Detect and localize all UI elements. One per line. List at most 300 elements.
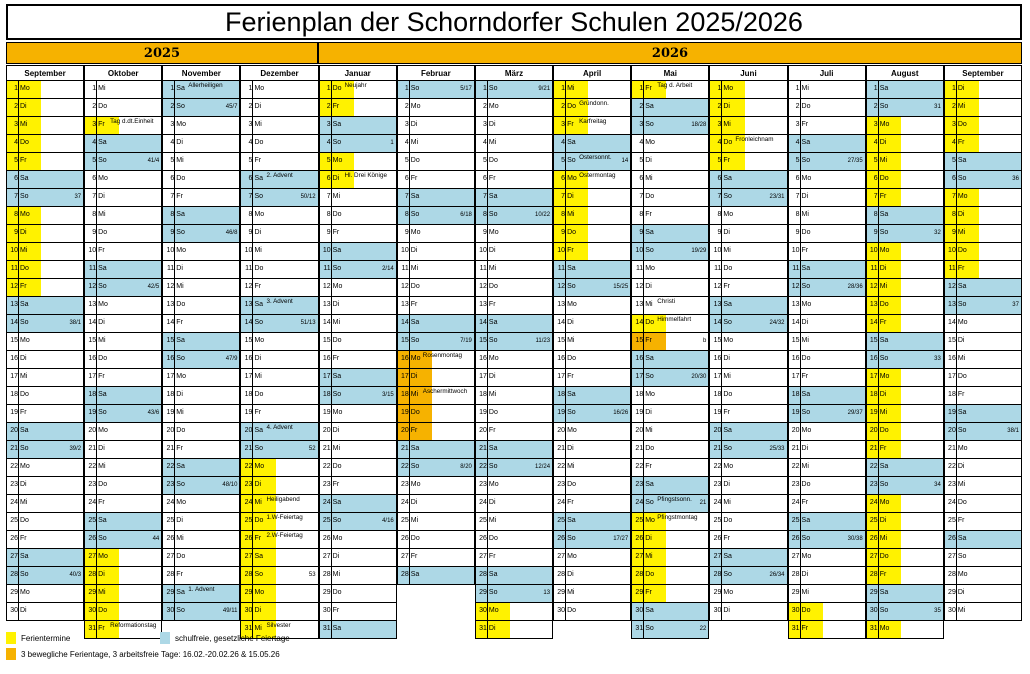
weekday: Mo (410, 229, 421, 236)
day-cell (944, 351, 1022, 369)
day-number: 24 (635, 499, 644, 506)
weekday: Do (332, 211, 342, 218)
day-number: 26 (88, 535, 97, 542)
day-cell (162, 279, 240, 297)
day-number: 29 (166, 589, 175, 596)
day-cell (866, 297, 944, 315)
week-number: 37 (74, 194, 82, 200)
cell-divider (96, 585, 97, 602)
cell-divider (18, 135, 19, 152)
weekday: Di (254, 481, 262, 488)
weekday: Fr (879, 445, 887, 452)
day-cell (475, 585, 553, 603)
cell-divider (643, 207, 644, 224)
weekday: Do (176, 301, 186, 308)
cell-divider (252, 297, 253, 314)
day-cell (553, 441, 631, 459)
day-number: 31 (88, 625, 97, 632)
day-number: 2 (92, 103, 97, 110)
cell-divider (252, 423, 253, 440)
cell-divider (96, 135, 97, 152)
day-number: 15 (166, 337, 175, 344)
cell-divider (565, 549, 566, 566)
weekday: Sa (410, 193, 420, 200)
holiday-note: 1. Advent (188, 586, 215, 593)
day-cell (553, 171, 631, 189)
weekday: Fr (645, 463, 652, 470)
day-cell (553, 117, 631, 135)
day-cell (84, 387, 162, 405)
day-number: 16 (166, 355, 175, 362)
cell-divider (956, 171, 957, 188)
month-column (162, 65, 240, 639)
cell-divider (252, 459, 253, 476)
day-number: 7 (248, 193, 253, 200)
day-cell (709, 405, 787, 423)
day-cell (788, 225, 866, 243)
day-cell (709, 423, 787, 441)
weekday: Di (723, 103, 730, 110)
day-cell (944, 135, 1022, 153)
weekday: Do (176, 427, 186, 434)
month-header: April (553, 65, 631, 81)
day-cell (6, 585, 84, 603)
cell-divider (487, 333, 488, 350)
weekday: Sa (332, 625, 342, 632)
day-number: 19 (791, 409, 800, 416)
weekday: Do (801, 481, 811, 488)
day-number: 17 (244, 373, 253, 380)
cell-divider (96, 603, 97, 620)
day-cell (397, 117, 475, 135)
month-header: Mai (631, 65, 709, 81)
month-column (475, 65, 553, 639)
weekday: Mi (254, 499, 262, 506)
week-number: 30/38 (847, 536, 863, 542)
weekday: Mi (332, 445, 340, 452)
day-cell (553, 81, 631, 99)
day-number: 11 (635, 265, 644, 272)
day-cell (944, 171, 1022, 189)
weekday: Mi (879, 283, 888, 290)
weekday: Di (957, 211, 965, 218)
cell-divider (252, 603, 253, 620)
day-number: 31 (244, 625, 253, 632)
weekday: Sa (801, 517, 811, 524)
day-cell (162, 369, 240, 387)
day-cell (6, 405, 84, 423)
day-number: 13 (635, 301, 644, 308)
day-number: 10 (635, 247, 644, 254)
day-number: 26 (166, 535, 175, 542)
day-cell (240, 405, 318, 423)
weekday: Do (567, 229, 577, 236)
weekday: Sa (723, 427, 732, 434)
weekday: Fr (20, 157, 27, 164)
weekday: Di (410, 121, 418, 128)
day-cell (709, 153, 787, 171)
day-cell (553, 225, 631, 243)
weekday: So (98, 157, 107, 164)
weekday: So (801, 283, 811, 290)
weekday: Mo (645, 265, 655, 272)
week-number: b (703, 338, 707, 344)
day-number: 22 (479, 463, 487, 470)
weekday: Di (410, 247, 418, 254)
day-cell (866, 117, 944, 135)
day-number: 17 (713, 373, 722, 380)
day-cell (788, 81, 866, 99)
cell-divider (565, 477, 566, 494)
day-cell (240, 99, 318, 117)
cell-divider (721, 225, 722, 242)
cell-divider (174, 531, 175, 548)
day-number: 1 (639, 85, 644, 92)
weekday: Sa (410, 571, 420, 578)
day-cell (319, 567, 397, 585)
day-cell (475, 297, 553, 315)
day-number: 16 (88, 355, 97, 362)
day-number: 8 (483, 211, 487, 218)
holiday-note: 1.W-Feiertag (266, 514, 303, 521)
cell-divider (331, 225, 332, 242)
day-number: 18 (948, 391, 956, 398)
weekday: Sa (176, 463, 185, 470)
day-cell (162, 603, 240, 621)
weekday: Mi (98, 85, 106, 92)
cell-divider (174, 153, 175, 170)
weekday: Fr (332, 103, 340, 110)
weekday: Sa (957, 409, 967, 416)
weekday: Fr (801, 373, 809, 380)
day-number: 2 (404, 103, 409, 110)
cell-divider (252, 225, 253, 242)
cell-divider (409, 135, 410, 152)
day-cell (84, 495, 162, 513)
cell-divider (96, 549, 97, 566)
cell-divider (721, 315, 722, 332)
day-number: 28 (479, 571, 487, 578)
day-number: 9 (326, 229, 331, 236)
day-number: 26 (869, 535, 878, 542)
weekday: Sa (879, 85, 889, 92)
day-number: 20 (869, 427, 878, 434)
cell-divider (565, 495, 566, 512)
day-number: 23 (88, 481, 97, 488)
day-cell (397, 567, 475, 585)
day-number: 19 (479, 409, 487, 416)
day-cell (475, 495, 553, 513)
day-number: 8 (14, 211, 18, 218)
cell-divider (956, 189, 957, 206)
day-number: 14 (635, 319, 644, 326)
day-cell (397, 315, 475, 333)
weekday: Do (410, 283, 420, 290)
cell-divider (96, 189, 97, 206)
weekday: Do (567, 355, 577, 362)
cell-divider (487, 567, 488, 584)
week-number: 38/1 (1007, 428, 1019, 434)
day-cell (397, 477, 475, 495)
cell-divider (800, 171, 801, 188)
cell-divider (721, 351, 722, 368)
weekday: Di (879, 391, 887, 398)
day-number: 17 (166, 373, 175, 380)
day-number: 24 (869, 499, 878, 506)
day-cell (788, 423, 866, 441)
cell-divider (252, 333, 253, 350)
weekday: Sa (254, 301, 264, 308)
week-number: 3/15 (382, 392, 394, 398)
day-cell (240, 243, 318, 261)
cell-divider (565, 603, 566, 620)
day-cell (944, 243, 1022, 261)
day-cell (6, 603, 84, 621)
weekday: Di (98, 571, 105, 578)
week-number: 17/27 (613, 536, 629, 542)
week-number: 27/35 (847, 158, 863, 164)
day-number: 12 (557, 283, 566, 290)
weekday: Mo (332, 409, 343, 416)
weekday: Mo (332, 157, 343, 164)
weekday: Mi (98, 211, 106, 218)
day-number: 4 (170, 139, 175, 146)
day-cell (397, 333, 475, 351)
day-number: 14 (479, 319, 487, 326)
day-number: 8 (561, 211, 566, 218)
day-cell (866, 495, 944, 513)
day-cell (709, 225, 787, 243)
week-number: 48/10 (222, 482, 238, 488)
day-cell (709, 459, 787, 477)
cell-divider (174, 369, 175, 386)
day-cell (6, 459, 84, 477)
day-number: 5 (170, 157, 175, 164)
day-cell (84, 351, 162, 369)
weekday: Di (957, 85, 965, 92)
cell-divider (800, 153, 801, 170)
day-number: 8 (170, 211, 175, 218)
cell-divider (409, 99, 410, 116)
cell-divider (565, 81, 566, 98)
day-cell (709, 387, 787, 405)
cell-divider (565, 315, 566, 332)
day-number: 28 (10, 571, 18, 578)
weekday: Fr (176, 445, 183, 452)
cell-divider (18, 261, 19, 278)
cell-divider (252, 207, 253, 224)
weekday: Sa (20, 175, 29, 182)
day-number: 10 (244, 247, 253, 254)
day-number: 20 (713, 427, 722, 434)
weekday: Do (957, 121, 967, 128)
weekday: Di (801, 319, 809, 326)
weekday: Fr (176, 193, 183, 200)
day-cell (6, 549, 84, 567)
cell-divider (721, 81, 722, 98)
weekday: So (254, 445, 264, 452)
cell-divider (956, 135, 957, 152)
cell-divider (565, 297, 566, 314)
day-cell (240, 261, 318, 279)
weekday: Sa (20, 553, 29, 560)
day-cell (631, 135, 709, 153)
day-number: 21 (869, 445, 878, 452)
cell-divider (409, 81, 410, 98)
day-number: 19 (400, 409, 409, 416)
cell-divider (565, 513, 566, 530)
day-cell (162, 315, 240, 333)
day-number: 10 (10, 247, 18, 254)
day-number: 6 (92, 175, 97, 182)
weekday: Mo (176, 499, 187, 506)
day-number: 14 (791, 319, 800, 326)
day-cell (866, 81, 944, 99)
cell-divider (252, 279, 253, 296)
weekday: Sa (20, 427, 29, 434)
day-cell (397, 207, 475, 225)
cell-divider (96, 369, 97, 386)
week-number: 34 (934, 482, 941, 488)
weekday: Mo (879, 499, 890, 506)
day-number: 19 (322, 409, 331, 416)
day-cell (397, 279, 475, 297)
weekday: Di (176, 265, 183, 272)
weekday: So (645, 247, 654, 254)
day-cell (709, 369, 787, 387)
weekday: Do (488, 283, 498, 290)
cell-divider (174, 351, 175, 368)
day-number: 5 (14, 157, 18, 164)
day-cell (475, 459, 553, 477)
cell-divider (174, 225, 175, 242)
day-number: 14 (869, 319, 878, 326)
cell-divider (18, 99, 19, 116)
day-cell (631, 207, 709, 225)
day-cell (475, 513, 553, 531)
day-cell (240, 531, 318, 549)
day-number: 25 (88, 517, 97, 524)
day-cell (162, 567, 240, 585)
day-cell (240, 441, 318, 459)
day-cell (319, 315, 397, 333)
weekday: Do (645, 571, 655, 578)
day-cell (709, 279, 787, 297)
day-cell (866, 99, 944, 117)
day-cell (866, 477, 944, 495)
cell-divider (643, 135, 644, 152)
day-number: 7 (170, 193, 175, 200)
day-cell (319, 333, 397, 351)
day-number: 9 (717, 229, 722, 236)
cell-divider (174, 459, 175, 476)
weekday: Sa (723, 175, 732, 182)
day-cell (553, 189, 631, 207)
day-cell (866, 369, 944, 387)
cell-divider (565, 135, 566, 152)
cell-divider (174, 333, 175, 350)
weekday: Sa (332, 121, 342, 128)
day-cell (6, 477, 84, 495)
cell-divider (800, 189, 801, 206)
weekday: Mo (723, 589, 734, 596)
day-cell (397, 243, 475, 261)
weekday: Fr (957, 139, 965, 146)
weekday: Fr (488, 301, 496, 308)
cell-divider (18, 585, 19, 602)
day-cell (6, 297, 84, 315)
day-cell (866, 189, 944, 207)
day-number: 20 (948, 427, 956, 434)
cell-divider (721, 585, 722, 602)
month-column (788, 65, 866, 639)
month-column (84, 65, 162, 639)
weekday: Fr (332, 607, 340, 614)
day-cell (162, 531, 240, 549)
day-cell (319, 387, 397, 405)
day-cell (553, 477, 631, 495)
day-cell (84, 279, 162, 297)
day-number: 15 (244, 337, 253, 344)
cell-divider (174, 243, 175, 260)
week-number: 8/20 (460, 464, 472, 470)
day-number: 2 (795, 103, 800, 110)
weekday: Mi (254, 121, 262, 128)
weekday: Mo (957, 571, 968, 578)
day-cell (240, 207, 318, 225)
day-number: 3 (404, 121, 409, 128)
day-number: 16 (479, 355, 487, 362)
day-cell (397, 405, 475, 423)
cell-divider (721, 495, 722, 512)
day-number: 15 (713, 337, 722, 344)
day-number: 18 (713, 391, 722, 398)
day-number: 16 (948, 355, 956, 362)
weekday: Di (176, 139, 183, 146)
weekday: Sa (254, 427, 264, 434)
day-number: 8 (248, 211, 253, 218)
day-number: 3 (873, 121, 878, 128)
day-cell (162, 333, 240, 351)
weekday: So (20, 445, 29, 452)
day-number: 10 (791, 247, 800, 254)
cell-divider (331, 135, 332, 152)
cell-divider (331, 81, 332, 98)
week-number: 9/21 (538, 86, 551, 92)
day-number: 10 (479, 247, 487, 254)
day-number: 21 (244, 445, 253, 452)
day-cell (84, 531, 162, 549)
day-cell (709, 117, 787, 135)
day-number: 13 (322, 301, 331, 308)
day-cell (6, 99, 84, 117)
day-cell (6, 333, 84, 351)
cell-divider (565, 567, 566, 584)
day-cell (84, 171, 162, 189)
day-cell (553, 405, 631, 423)
day-number: 23 (791, 481, 800, 488)
day-cell (709, 261, 787, 279)
day-cell (240, 135, 318, 153)
day-number: 9 (248, 229, 253, 236)
weekday: Fr (410, 553, 418, 560)
week-number: 15/25 (613, 284, 629, 290)
day-number: 18 (10, 391, 18, 398)
day-number: 4 (951, 139, 956, 146)
cell-divider (174, 297, 175, 314)
day-cell (631, 243, 709, 261)
day-number: 24 (10, 499, 18, 506)
